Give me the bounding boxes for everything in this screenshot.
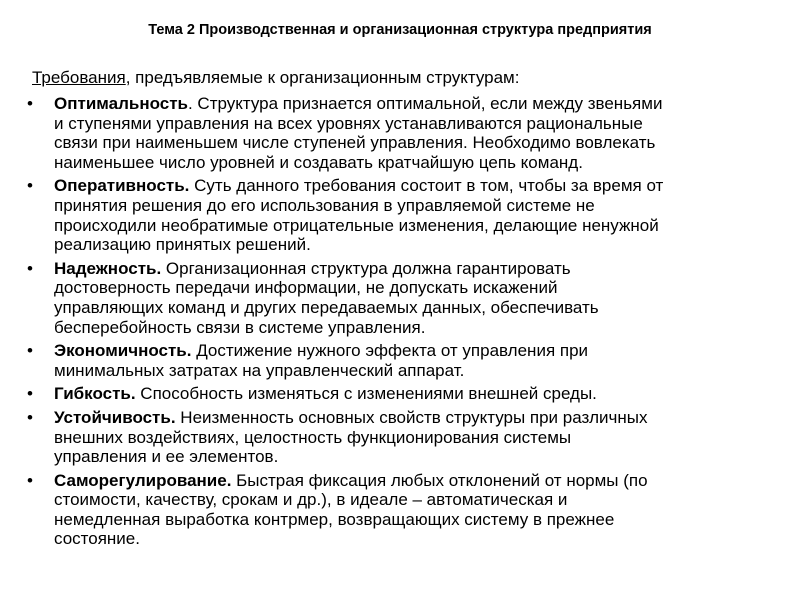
bullet-icon: • <box>27 407 33 427</box>
requirement-text: стоимости, качеству, срокам и др.), в идеале – автоматическая и <box>54 490 568 510</box>
bullet-icon: • <box>27 94 33 113</box>
requirement-line <box>54 384 780 404</box>
requirements-list <box>20 94 780 553</box>
requirement-text: Неизменность основных свойств структуры при различных <box>175 407 648 427</box>
bullet-icon: • <box>27 176 33 196</box>
requirement-text: Суть данного требования состоит в том, чтобы за время от <box>189 176 664 196</box>
requirement-term: Надежность. <box>54 258 162 278</box>
requirements-intro <box>32 68 772 88</box>
bullet-icon: • <box>27 470 33 490</box>
requirement-text: происходили необратимые отрицательные изменения, делающие ненужной <box>54 215 659 235</box>
requirement-line <box>54 94 780 114</box>
requirement-economy <box>20 341 780 380</box>
requirements-word: Требования <box>32 68 126 87</box>
requirement-text: принятия решения до его использования в управляемой системе не <box>54 195 595 215</box>
requirement-stability <box>20 408 780 467</box>
requirement-line <box>54 408 780 428</box>
requirement-text: и ступенями управления на всех уровнях устанавливаются рациональные <box>54 113 643 133</box>
requirement-line <box>54 259 780 279</box>
requirement-text: . Структура признается оптимальной, если между звеньями <box>187 94 663 113</box>
requirement-text: реализацию принятых решений. <box>54 235 311 255</box>
requirement-term: Оптимальность <box>54 94 188 113</box>
requirement-term: Оперативность. <box>54 176 190 196</box>
requirement-line <box>54 341 780 361</box>
requirement-reliability <box>20 259 780 337</box>
bullet-icon: • <box>27 341 33 361</box>
requirement-term: Устойчивость. <box>54 407 176 427</box>
requirement-text: достоверность передачи информации, не допускать искажений <box>54 278 558 298</box>
requirement-text: бесперебойность связи в системе управления. <box>54 317 426 337</box>
bullet-icon: • <box>27 258 33 278</box>
requirement-efficiency <box>20 176 780 254</box>
bullet-icon: • <box>27 384 33 404</box>
requirement-flexibility <box>20 384 780 404</box>
requirement-text: внешних воздействиях, целостность функционирования системы <box>54 427 572 447</box>
requirement-text: наименьшее число уровней и создавать кратчайшую цепь команд. <box>54 152 583 172</box>
requirement-text: Способность изменяться с изменениями внешней среды. <box>135 384 597 404</box>
requirement-term: Экономичность. <box>54 341 192 361</box>
requirement-text: связи при наименьшем числе ступеней управления. Необходимо вовлекать <box>54 133 656 153</box>
requirement-optimality <box>20 94 780 172</box>
requirement-text: управляющих команд и других передаваемых данных, обеспечивать <box>54 297 599 317</box>
requirement-line <box>54 176 780 196</box>
requirement-text: немедленная выработка контрмер, возвращающих систему в прежнее <box>54 509 615 529</box>
requirement-text: Достижение нужного эффекта от управления при <box>191 341 589 361</box>
requirement-line <box>54 471 780 491</box>
requirement-text: состояние. <box>54 529 140 549</box>
requirement-text: управления и ее элементов. <box>54 447 279 467</box>
requirement-text: минимальных затратах на управленческий аппарат. <box>54 360 465 380</box>
slide-title: Тема 2 Производственная и организационная структура предприятия <box>148 22 652 38</box>
requirement-self-regulation <box>20 471 780 549</box>
requirement-term: Гибкость. <box>54 384 136 404</box>
requirement-text: Быстрая фиксация любых отклонений от нормы (по <box>231 470 648 490</box>
requirement-term: Саморегулирование. <box>54 470 232 490</box>
requirements-intro-text: , предъявляемые к организационным структурам: <box>125 68 520 87</box>
requirement-text: Организационная структура должна гарантировать <box>161 258 571 278</box>
